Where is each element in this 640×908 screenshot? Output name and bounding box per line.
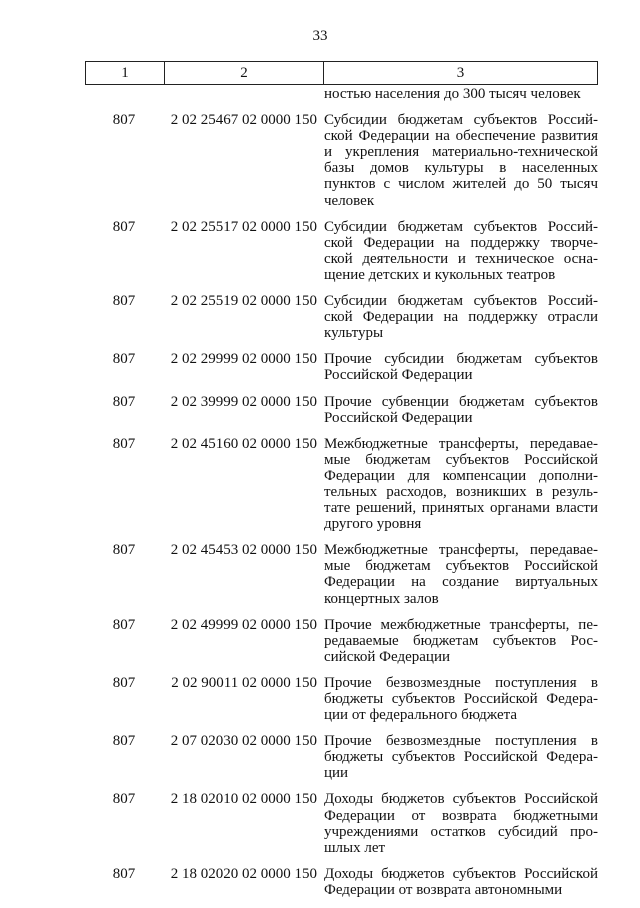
budget-classification-code: 2 02 39999 02 0000 150 <box>170 393 317 410</box>
revenue-name <box>321 219 598 283</box>
table-row <box>85 675 598 723</box>
table-body <box>85 86 598 908</box>
header-col-1: 1 <box>86 62 165 84</box>
table-row <box>85 351 598 383</box>
table-row <box>85 733 598 781</box>
revenue-name-line: Субсидии бюджетам субъектов Россий- <box>324 112 598 129</box>
revenue-name-line: Федерации на создание виртуальных <box>324 574 598 591</box>
continuation-text: ностью населения до 300 тысяч человек <box>324 86 581 102</box>
admin-code: 807 <box>112 293 136 310</box>
revenue-name-line: мые бюджетам субъектов Российской <box>324 451 598 468</box>
admin-code: 807 <box>112 791 136 808</box>
admin-code: 807 <box>112 218 136 235</box>
table-row <box>85 791 598 855</box>
table-header <box>85 61 598 85</box>
revenue-name-line: бюджеты субъектов Российской Федера- <box>324 749 598 766</box>
budget-classification-code: 2 02 25467 02 0000 150 <box>170 112 317 129</box>
budget-classification-code: 2 07 02030 02 0000 150 <box>170 733 317 750</box>
revenue-name-line: Прочие межбюджетные трансферты, пе- <box>324 616 598 633</box>
table-row <box>85 293 598 341</box>
table-rows <box>85 112 598 898</box>
revenue-name-line: ции от федерального бюджета <box>324 707 518 724</box>
revenue-name-line: Субсидии бюджетам субъектов Россий- <box>324 293 598 310</box>
header-col-3: 3 <box>456 64 465 81</box>
admin-code: 807 <box>112 542 136 559</box>
revenue-name <box>321 542 598 606</box>
revenue-name-line: пунктов с числом жителей до 50 тысяч <box>324 176 598 193</box>
revenue-name <box>321 866 598 898</box>
revenue-name-line: другого уровня <box>324 516 422 533</box>
revenue-name-line: Российской Федерации <box>324 409 473 426</box>
revenue-name <box>321 351 598 383</box>
revenue-name-line: Межбюджетные трансферты, передавае- <box>324 542 598 559</box>
revenue-name-line: Прочие субсидии бюджетам субъектов <box>324 351 598 368</box>
revenue-name <box>321 394 598 426</box>
budget-classification-code: 2 02 90011 02 0000 150 <box>171 674 317 691</box>
admin-code: 807 <box>112 393 136 410</box>
revenue-name-line: Субсидии бюджетам субъектов Россий- <box>324 218 598 235</box>
revenue-name-line: щение детских и кукольных театров <box>324 266 556 283</box>
budget-classification-code: 2 18 02020 02 0000 150 <box>170 865 317 882</box>
revenue-name-line: культуры <box>324 325 384 342</box>
page-number: 33 <box>312 28 328 44</box>
revenue-name <box>321 675 598 723</box>
admin-code: 807 <box>112 616 136 633</box>
revenue-name-line: Прочие безвозмездные поступления в <box>324 674 598 691</box>
revenue-name-line: мые бюджетам субъектов Российской <box>324 558 598 575</box>
revenue-name-line: ской деятельности и техническое осна- <box>324 250 598 267</box>
header-col-2: 2 <box>165 62 324 84</box>
revenue-name-line: ской Федерации на обеспечение развития <box>324 128 598 145</box>
revenue-name-line: Прочие субвенции бюджетам субъектов <box>324 393 598 410</box>
budget-classification-code: 2 02 25519 02 0000 150 <box>170 293 317 310</box>
admin-code: 807 <box>112 674 136 691</box>
table-row <box>85 617 598 665</box>
admin-code: 807 <box>112 733 136 750</box>
revenue-name-line: базы домов культуры в населенных <box>324 160 598 177</box>
revenue-name-line: бюджеты субъектов Российской Федера- <box>324 691 598 707</box>
budget-classification-code: 2 02 25517 02 0000 150 <box>170 218 317 235</box>
revenue-name-line: человек <box>324 192 375 209</box>
table-row <box>85 542 598 606</box>
revenue-name-line: ской Федерации на поддержку отрасли <box>324 309 598 326</box>
revenue-name-line: учреждениями остатков субсидий про- <box>324 823 598 840</box>
revenue-name-line: Доходы бюджетов субъектов Российской <box>324 791 598 808</box>
revenue-name-line: ской Федерации на поддержку творче- <box>324 234 598 251</box>
revenue-name-line: тате решений, принятых органами власти <box>324 500 598 517</box>
revenue-name-line: и укрепления материально-технической <box>324 144 598 161</box>
revenue-name-line: сийской Федерации <box>324 648 451 665</box>
table-row <box>85 436 598 533</box>
revenue-name <box>321 733 598 781</box>
budget-classification-code: 2 02 45160 02 0000 150 <box>170 435 317 452</box>
table-row <box>85 219 598 283</box>
revenue-name-line: концертных залов <box>324 590 439 607</box>
table-row <box>85 112 598 209</box>
revenue-name-line: редаваемые бюджетам субъектов Рос- <box>324 632 598 649</box>
revenue-name-line: тельных расходов, возникших в резуль- <box>324 483 598 500</box>
revenue-name <box>321 112 598 209</box>
revenue-name <box>321 293 598 341</box>
revenue-name-line: шлых лет <box>324 839 386 856</box>
revenue-name-line: Федерации от возврата бюджетными <box>324 807 598 824</box>
budget-classification-code: 2 18 02010 02 0000 150 <box>170 791 317 808</box>
revenue-name <box>321 791 598 855</box>
revenue-name <box>321 436 598 533</box>
budget-classification-code: 2 02 45453 02 0000 150 <box>170 542 317 559</box>
budget-classification-code: 2 02 49999 02 0000 150 <box>170 616 317 633</box>
admin-code: 807 <box>112 351 136 368</box>
revenue-name-line: ции <box>324 765 349 782</box>
revenue-name-line: Межбюджетные трансферты, передавае- <box>324 435 598 452</box>
revenue-name <box>321 617 598 665</box>
admin-code: 807 <box>112 865 136 882</box>
table-row <box>85 866 598 898</box>
admin-code: 807 <box>112 435 136 452</box>
continuation-row <box>85 86 598 102</box>
table-row <box>85 394 598 426</box>
revenue-name-line: Доходы бюджетов субъектов Российской <box>324 865 598 882</box>
revenue-name-line: Российской Федерации <box>324 367 473 384</box>
admin-code: 807 <box>112 112 136 129</box>
revenue-name-line: Прочие безвозмездные поступления в <box>324 733 598 750</box>
revenue-name-line: Федерации для компенсации дополни- <box>324 467 598 484</box>
budget-classification-code: 2 02 29999 02 0000 150 <box>170 351 317 368</box>
revenue-name-line: Федерации от возврата автономными <box>324 881 563 898</box>
